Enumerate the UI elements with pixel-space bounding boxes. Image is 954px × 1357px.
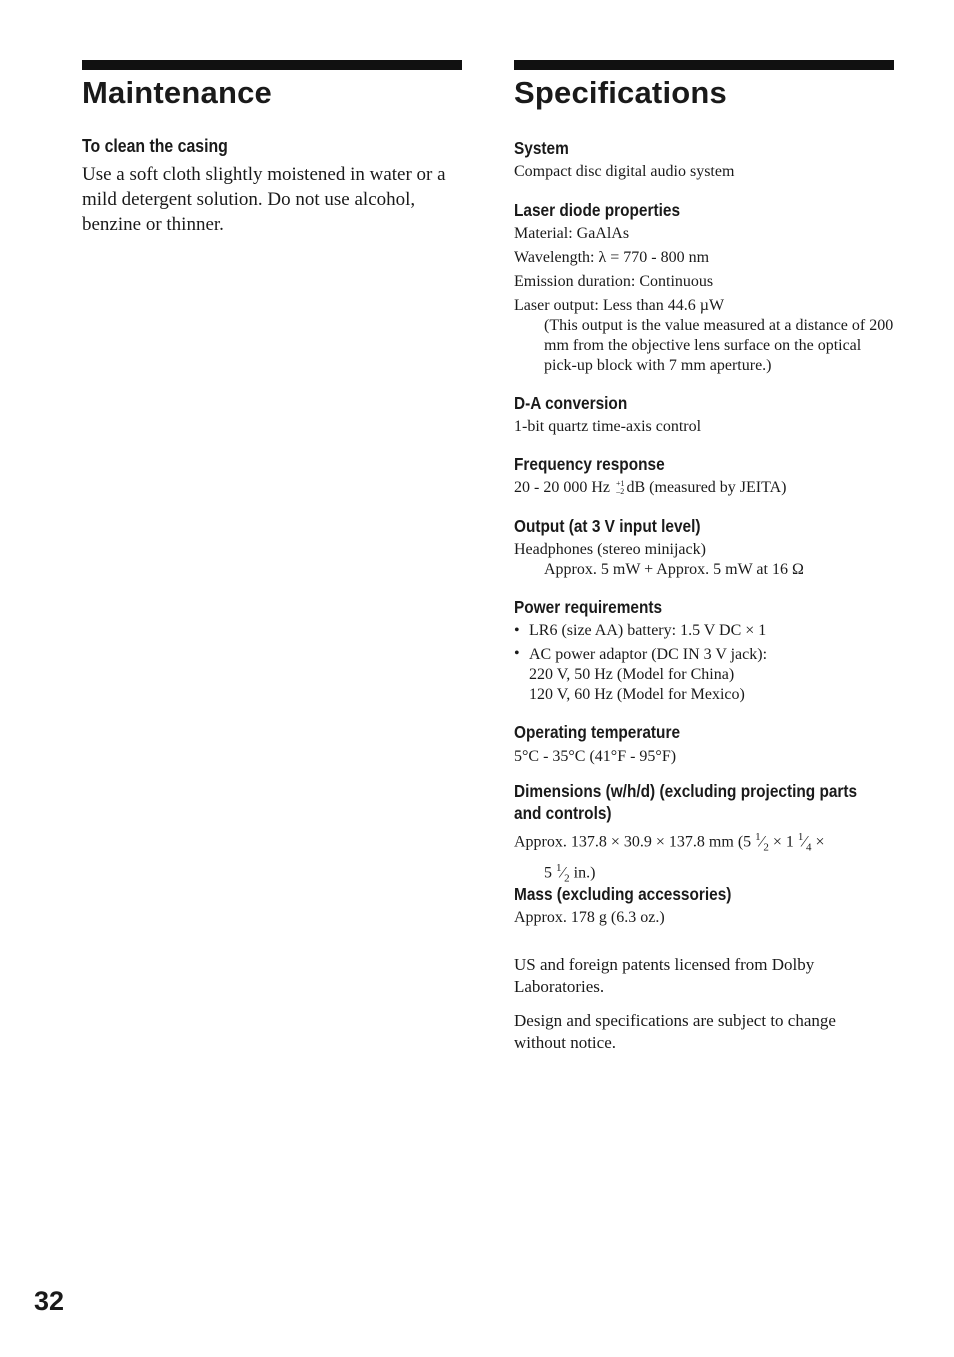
spec-frequency — [514, 453, 894, 498]
fraction-denominator: 2 — [763, 841, 769, 854]
tolerance-minus: –2 — [616, 487, 625, 497]
fraction-denominator: 2 — [564, 872, 570, 885]
clean-casing-heading: To clean the casing — [82, 136, 228, 156]
specifications-rule — [514, 60, 894, 70]
spec-value: • AC power adaptor (DC IN 3 V jack): — [529, 646, 768, 663]
dimensions-part: 5 — [544, 863, 556, 881]
fraction-denominator: 4 — [806, 841, 812, 854]
spec-heading: and controls) — [514, 803, 612, 823]
specifications-section — [514, 60, 894, 1052]
dimensions-part: × — [811, 833, 825, 851]
spec-value: 220 V, 50 Hz (Model for China) — [529, 666, 735, 683]
spec-heading: Power requirements — [514, 597, 663, 617]
spec-heading: System — [514, 138, 569, 158]
spec-value: Material: GaAlAs — [514, 225, 630, 242]
spec-mass — [514, 883, 894, 928]
maintenance-title: Maintenance — [82, 75, 272, 110]
spec-heading: Dimensions (w/h/d) (excluding projecting parts — [514, 781, 858, 801]
spec-heading: Mass (excluding accessories) — [514, 884, 732, 904]
dimensions-part: × 1 — [768, 833, 798, 851]
spec-power — [514, 596, 894, 705]
spec-da-conversion — [514, 392, 894, 437]
spec-value: 1-bit quartz time-axis control — [514, 418, 702, 435]
spec-dimensions — [514, 780, 894, 888]
spec-value: Compact disc digital audio system — [514, 163, 735, 180]
spec-bullet — [514, 645, 894, 705]
spec-heading: Output (at 3 V input level) — [514, 516, 701, 536]
spec-value: Headphones (stereo minijack) — [514, 541, 706, 558]
spec-heading: Laser diode properties — [514, 200, 681, 220]
spec-value: 120 V, 60 Hz (Model for Mexico) — [529, 686, 745, 703]
spec-value: Approx. 5 mW + Approx. 5 mW at 16 Ω — [544, 561, 804, 578]
spec-heading: Frequency response — [514, 454, 665, 474]
spec-value: Approx. 178 g (6.3 oz.) — [514, 909, 665, 926]
spec-laser — [514, 199, 894, 376]
spec-note: (This output is the value measured at a distance of 200 mm from the objective lens surface on the optical pick-up block with 7 mm aperture.) — [544, 317, 894, 374]
maintenance-section — [82, 60, 462, 235]
spec-system — [514, 137, 894, 182]
change-notice: Design and specifications are subject to change without notice. — [514, 1011, 836, 1052]
spec-value: Laser output: Less than 44.6 µW — [514, 297, 725, 314]
frequency-range: 20 - 20 000 Hz — [514, 479, 610, 496]
dimensions-part: Approx. 137.8 × 30.9 × 137.8 mm (5 — [514, 833, 756, 851]
spec-value — [514, 478, 894, 498]
spec-heading: D-A conversion — [514, 393, 628, 413]
maintenance-rule — [82, 60, 462, 70]
tolerance-plus: +1 — [615, 479, 625, 489]
spec-value: 5°C - 35°C (41°F - 95°F) — [514, 748, 677, 765]
dimensions-part: in.) — [569, 863, 596, 881]
dolby-notice: US and foreign patents licensed from Dolby Laboratories. — [514, 955, 815, 996]
spec-heading: Operating temperature — [514, 722, 681, 742]
spec-value: 5 $^1⁄_2$ in.) — [544, 861, 596, 885]
spec-output — [514, 515, 894, 580]
spec-value: Wavelength: λ = 770 - 800 nm — [514, 249, 710, 266]
frequency-tolerance — [616, 480, 625, 496]
frequency-suffix: dB (measured by JEITA) — [626, 479, 787, 496]
spec-value: Emission duration: Continuous — [514, 273, 714, 290]
page-number: 32 — [34, 1286, 65, 1316]
fraction-numerator: 1 — [755, 831, 761, 843]
fraction-numerator: 1 — [556, 861, 562, 874]
clean-casing-text: Use a soft cloth slightly moistened in water or a mild detergent solution. Do not use alcohol, benzine or thinner. — [82, 164, 446, 235]
spec-temperature — [514, 721, 894, 767]
specifications-title: Specifications — [514, 75, 727, 110]
spec-value: Approx. 137.8 × 30.9 × 137.8 mm (5 $^1⁄_2 \times 1$ $^1⁄_4$ × — [514, 831, 825, 854]
fraction-numerator: 1 — [797, 831, 804, 843]
spec-bullet: • LR6 (size AA) battery: 1.5 V DC × 1 — [514, 621, 894, 641]
